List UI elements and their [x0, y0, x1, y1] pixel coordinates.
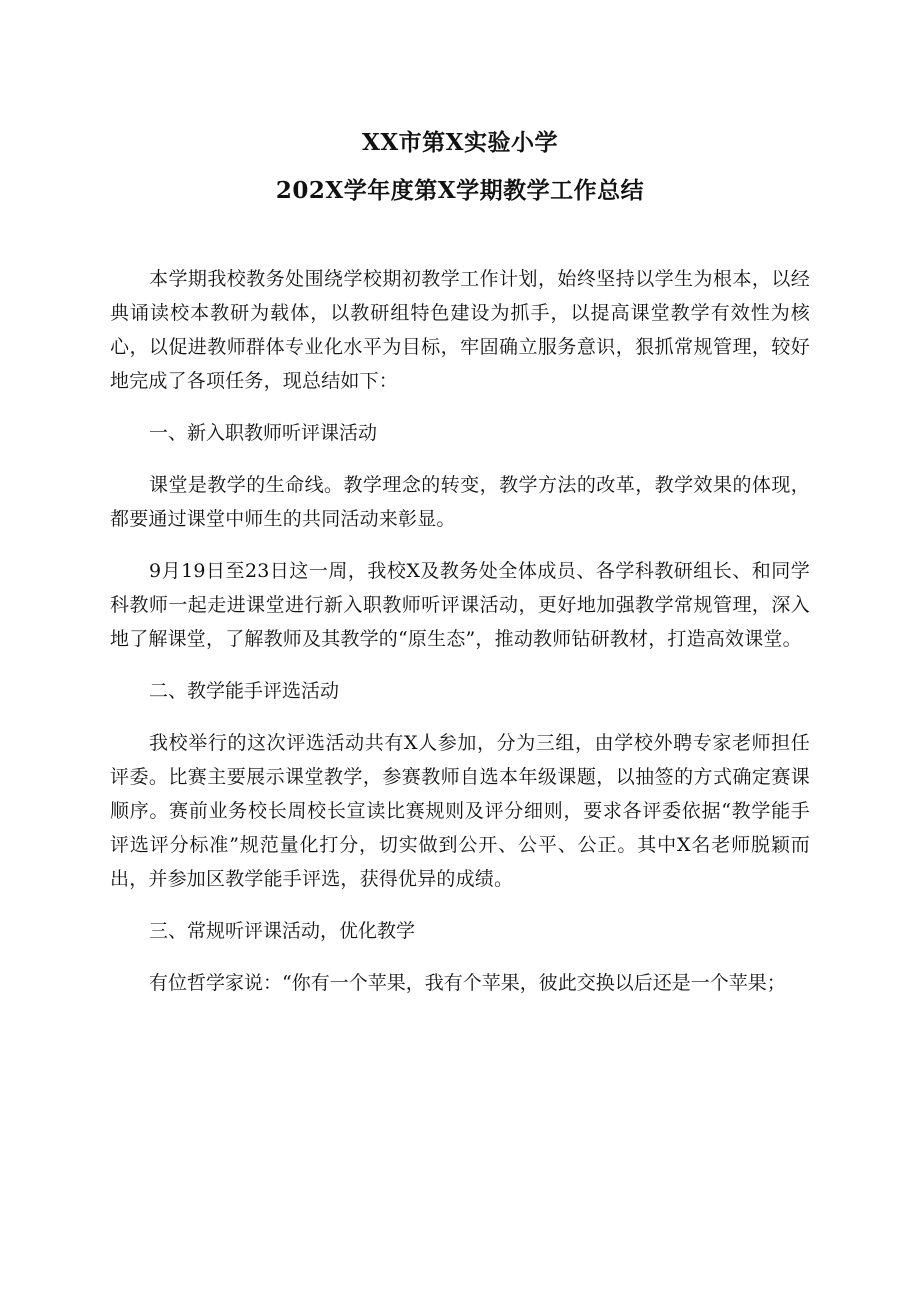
- section1-paragraph-1: 课堂是教学的生命线。教学理念的转变，教学方法的改革，教学效果的体现，都要通过课堂中师生的共同活动来彰显。: [110, 474, 810, 530]
- section1-paragraph-2: 9月19日至23日这一周，我校X及教务处全体成员、各学科教研组长、和同学科教师一起走进课堂进行新入职教师听评课活动，更好地加强教学常规管理，深入地了解课堂，了解教师及其教学的“原生态”，推动教师钻研教材，打造高效课堂。: [110, 560, 810, 650]
- section2-paragraph-1: 我校举行的这次评选活动共有X人参加，分为三组，由学校外聘专家老师担任评委。比赛主要展示课堂教学，参赛教师自选本年级课题，以抽签的方式确定赛课顺序。赛前业务校长周校长宣读比赛规则及评分细则，要求各评委依据“教学能手评选评分标准”规范量化打分，切实做到公开、公平、公正。其中X名老师脱颖而出，并参加区教学能手评选，获得优异的成绩。: [110, 732, 810, 890]
- intro-paragraph: 本学期我校教务处围绕学校期初教学工作计划，始终坚持以学生为根本，以经典诵读校本教研为载体，以教研组特色建设为抓手，以提高课堂教学有效性为核心，以促进教师群体专业化水平为目标，牢固确立服务意识，狠抓常规管理，较好地完成了各项任务，现总结如下：: [110, 268, 810, 392]
- section1-heading: 一、新入职教师听评课活动: [149, 422, 378, 444]
- document-title-line2: 202X学年度第X学期教学工作总结: [275, 177, 645, 204]
- document-body: [110, 262, 810, 1000]
- section3-heading: 三、常规听评课活动，优化教学: [149, 920, 416, 942]
- section3-paragraph-1: 有位哲学家说：“你有一个苹果，我有个苹果，彼此交换以后还是一个苹果；: [149, 972, 786, 994]
- section2-heading: 二、教学能手评选活动: [149, 680, 340, 702]
- document-title-line1: XX市第X实验小学: [361, 129, 559, 156]
